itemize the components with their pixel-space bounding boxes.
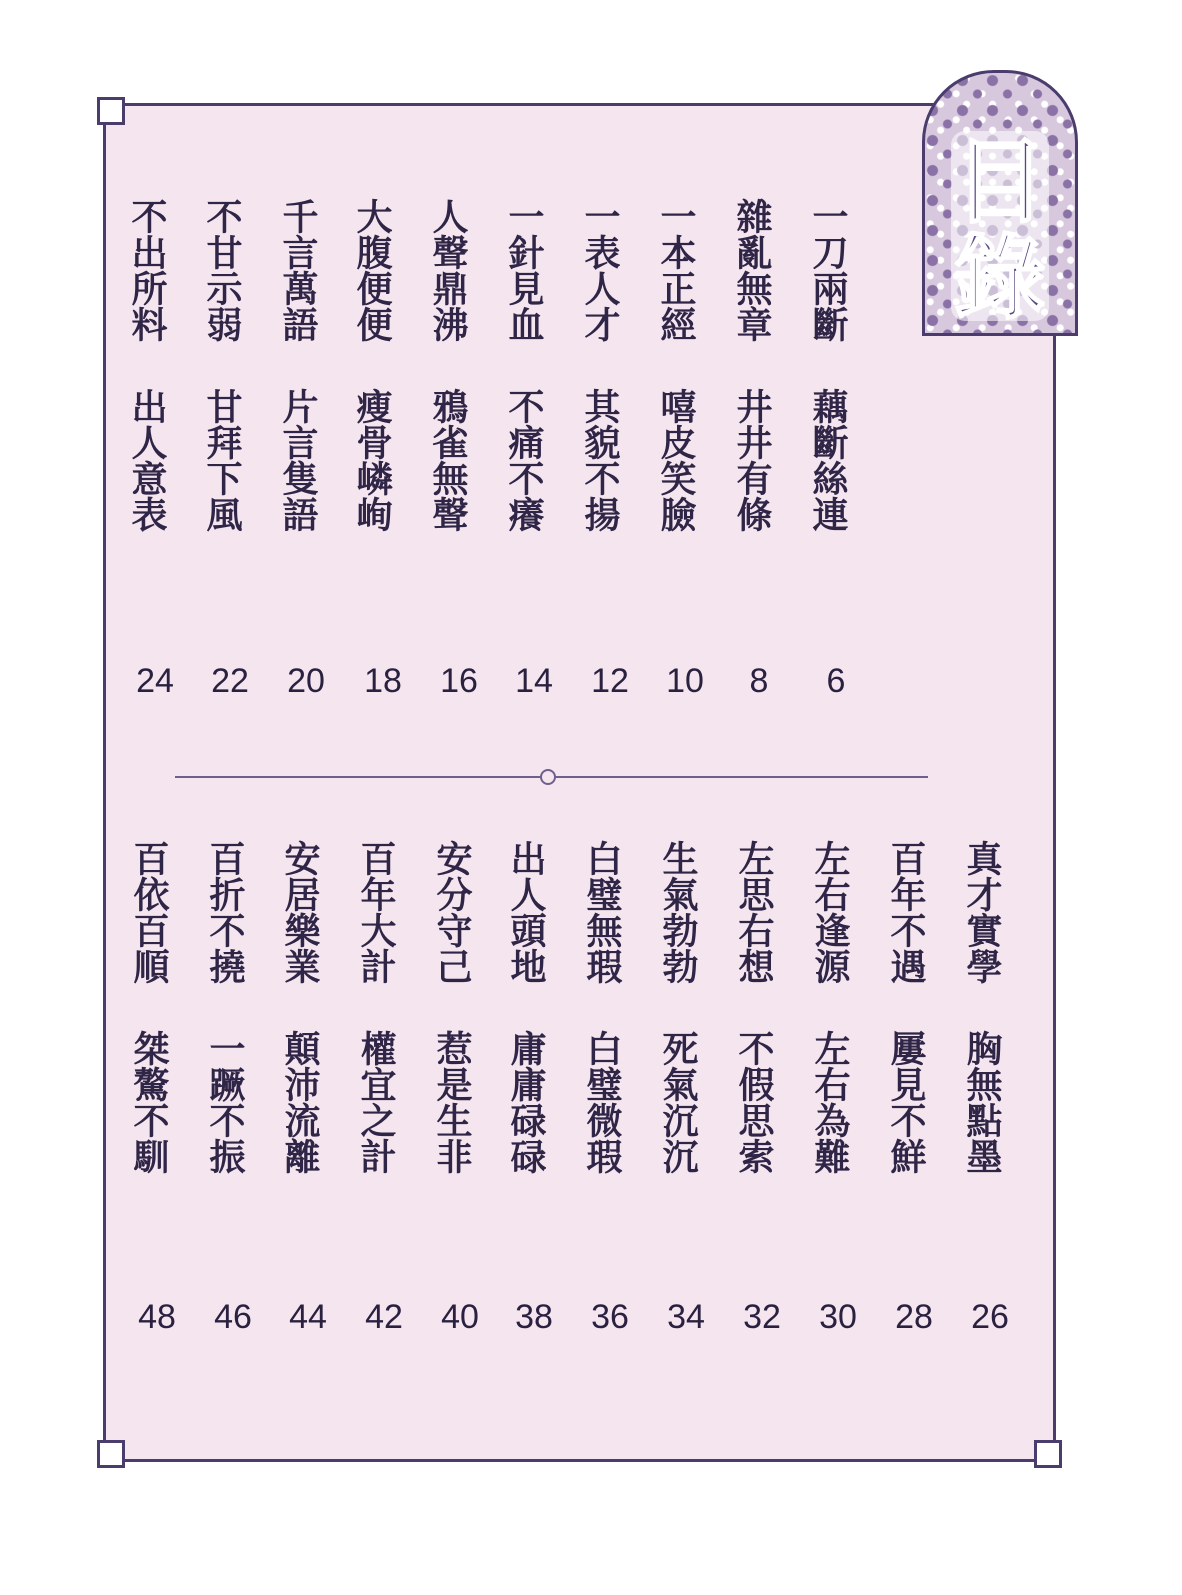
toc-phrase: 不甘示弱 [201,198,242,342]
toc-entry-top-7[interactable] [352,198,418,548]
toc-phrase-pair: 一蹶不振 [204,1030,245,1174]
toc-page-number[interactable]: 46 [214,1298,252,1336]
toc-page-number[interactable]: 32 [743,1298,781,1336]
toc-entry-top-8[interactable] [278,198,344,548]
toc-title-char-2: 錄 [953,225,1046,332]
toc-phrase: 人聲鼎沸 [427,198,468,342]
toc-phrase-pair: 出人意表 [126,388,167,532]
toc-phrase: 左思右想 [733,840,774,984]
toc-page-number[interactable]: 36 [591,1298,629,1336]
toc-entry-top-2[interactable] [732,198,798,548]
toc-phrase: 百折不撓 [204,840,245,984]
toc-phrase-pair: 左右為難 [809,1030,850,1174]
toc-phrase: 生氣勃勃 [657,840,698,984]
toc-entry-bottom-3[interactable] [810,840,876,1190]
toc-phrase: 一本正經 [655,198,696,342]
toc-page-number[interactable]: 20 [287,662,325,700]
toc-page-number[interactable]: 16 [440,662,478,700]
toc-entry-bottom-7[interactable] [506,840,572,1190]
toc-phrase-pair: 顛沛流離 [279,1030,320,1174]
toc-phrase-pair: 桀驁不馴 [128,1030,169,1174]
toc-phrase-pair: 甘拜下風 [201,388,242,532]
toc-phrase: 不出所料 [126,198,167,342]
corner-ornament-bottom-left [97,1440,125,1468]
toc-phrase-pair: 鴉雀無聲 [427,388,468,532]
toc-phrase: 安分守己 [431,840,472,984]
toc-page-number[interactable]: 48 [138,1298,176,1336]
toc-page-number[interactable]: 30 [819,1298,857,1336]
toc-entry-top-4[interactable] [580,198,646,548]
toc-phrase-pair: 嘻皮笑臉 [655,388,696,532]
toc-entry-bottom-2[interactable] [886,840,952,1190]
toc-phrase-pair: 權宜之計 [355,1030,396,1174]
toc-title-char-1: 目 [953,129,1046,236]
toc-page-number[interactable]: 42 [365,1298,403,1336]
toc-entry-top-9[interactable] [202,198,268,548]
toc-entry-top-10[interactable] [127,198,193,548]
toc-phrase: 百依百順 [128,840,169,984]
divider-ornament-icon [540,769,556,785]
toc-page-number[interactable]: 8 [749,662,769,700]
toc-phrase-pair: 白璧微瑕 [581,1030,622,1174]
toc-phrase-pair: 井井有條 [731,388,772,532]
toc-phrase: 千言萬語 [277,198,318,342]
toc-entry-bottom-12[interactable] [129,840,195,1190]
toc-entry-bottom-4[interactable] [734,840,800,1190]
toc-phrase-pair: 片言隻語 [277,388,318,532]
toc-phrase: 百年不遇 [885,840,926,984]
toc-phrase-pair: 不痛不癢 [503,388,544,532]
toc-phrase: 真才實學 [961,840,1002,984]
toc-phrase-pair: 胸無點墨 [961,1030,1002,1174]
toc-phrase: 安居樂業 [279,840,320,984]
toc-phrase: 左右逢源 [809,840,850,984]
toc-phrase: 白璧無瑕 [581,840,622,984]
toc-phrase: 一針見血 [503,198,544,342]
toc-entry-bottom-1[interactable] [962,840,1028,1190]
toc-page-number[interactable]: 10 [666,662,704,700]
toc-phrase-pair: 其貌不揚 [579,388,620,532]
toc-phrase-pair: 瘦骨嶙峋 [351,388,392,532]
toc-page-number[interactable]: 12 [591,662,629,700]
toc-phrase-pair: 惹是生非 [431,1030,472,1174]
toc-phrase-pair: 不假思索 [733,1030,774,1174]
toc-entry-top-1[interactable] [808,198,874,548]
corner-ornament-bottom-right [1034,1440,1062,1468]
toc-phrase: 出人頭地 [505,840,546,984]
toc-page-number[interactable]: 38 [515,1298,553,1336]
toc-page-number[interactable]: 14 [515,662,553,700]
toc-page-number[interactable]: 22 [211,662,249,700]
toc-entry-bottom-5[interactable] [658,840,724,1190]
toc-page-number[interactable]: 44 [289,1298,327,1336]
toc-entry-bottom-8[interactable] [432,840,498,1190]
toc-page-number[interactable]: 40 [441,1298,479,1336]
toc-page-number[interactable]: 18 [364,662,402,700]
toc-entry-top-3[interactable] [656,198,722,548]
toc-page-number[interactable]: 6 [826,662,846,700]
toc-phrase: 一表人才 [579,198,620,342]
toc-phrase-pair: 庸庸碌碌 [505,1030,546,1174]
toc-entry-bottom-9[interactable] [356,840,422,1190]
toc-entry-bottom-6[interactable] [582,840,648,1190]
toc-phrase: 雜亂無章 [731,198,772,342]
toc-phrase: 大腹便便 [351,198,392,342]
toc-entry-top-5[interactable] [504,198,570,548]
toc-phrase: 百年大計 [355,840,396,984]
toc-page-number[interactable]: 34 [667,1298,705,1336]
toc-entry-top-6[interactable] [428,198,494,548]
toc-phrase-pair: 藕斷絲連 [807,388,848,532]
toc-phrase-pair: 屢見不鮮 [885,1030,926,1174]
toc-phrase-pair: 死氣沉沉 [657,1030,698,1174]
toc-page-number[interactable]: 24 [136,662,174,700]
toc-entry-bottom-11[interactable] [205,840,271,1190]
toc-phrase: 一刀兩斷 [807,198,848,342]
toc-page-number[interactable]: 26 [971,1298,1009,1336]
toc-entry-bottom-10[interactable] [280,840,346,1190]
corner-ornament-top-left [97,97,125,125]
toc-title-badge [922,70,1078,336]
toc-page-number[interactable]: 28 [895,1298,933,1336]
